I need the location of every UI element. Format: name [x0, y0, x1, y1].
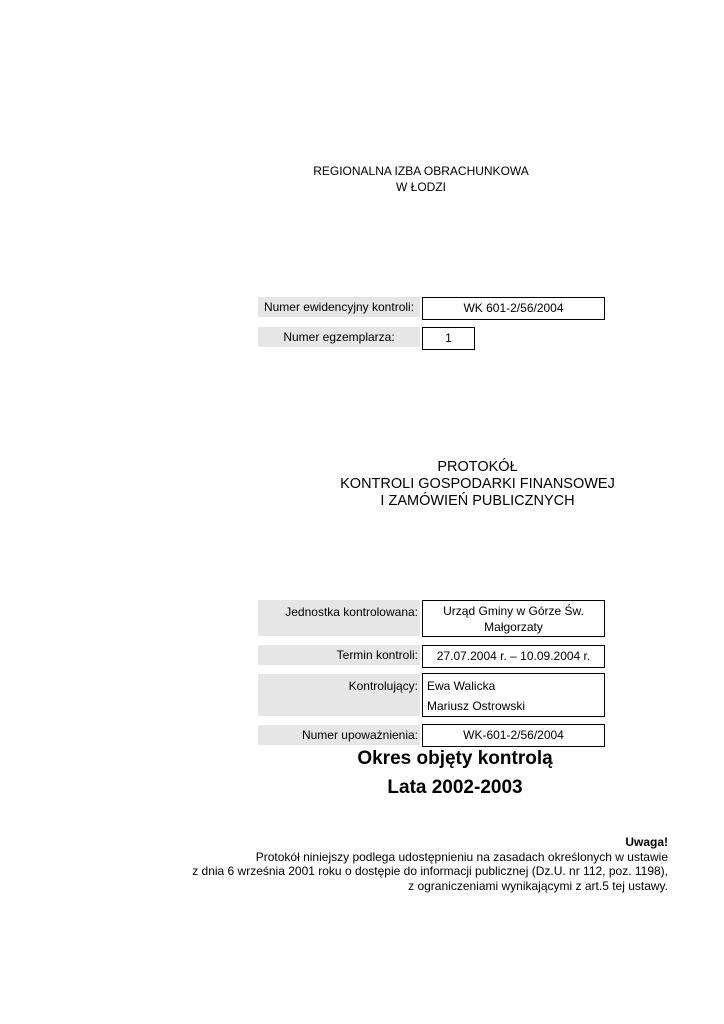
inspection-term-value: 27.07.2004 r. – 10.09.2004 r. — [422, 645, 605, 668]
inspected-unit-value — [422, 600, 605, 637]
inspected-unit-line-1: Urząd Gminy w Górze Św. — [443, 604, 584, 618]
protocol-title-line-1: PROTOKÓŁ — [437, 459, 518, 475]
inspector-2: Mariusz Ostrowski — [427, 699, 526, 713]
authorization-number-label: Numer upoważnienia: — [258, 725, 420, 745]
inspected-unit-line-2: Małgorzaty — [484, 620, 543, 634]
inspector-1: Ewa Walicka — [427, 679, 496, 693]
inspectors-label-text: Kontrolujący: — [348, 679, 418, 693]
publication-notice — [148, 835, 668, 893]
copy-number-value: 1 — [422, 327, 475, 350]
inspectors-value — [422, 673, 605, 717]
control-number-label: Numer ewidencyjny kontroli: — [258, 297, 420, 317]
control-number-value: WK 601-2/56/2004 — [422, 297, 605, 320]
notice-line-3: z ograniczeniami wynikającymi z art.5 tej ustawy. — [408, 878, 668, 893]
institution-name: REGIONALNA IZBA OBRACHUNKOWA — [313, 164, 529, 178]
period-heading: Okres objęty kontrolą — [357, 748, 553, 769]
inspected-unit-label-text: Jednostka kontrolowana: — [285, 605, 418, 619]
inspectors-label — [258, 674, 420, 716]
notice-heading: Uwaga! — [625, 835, 668, 849]
authorization-number-value: WK-601-2/56/2004 — [422, 724, 605, 747]
protocol-title-line-3: I ZAMÓWIEŃ PUBLICZNYCH — [380, 493, 575, 509]
period-years: Lata 2002-2003 — [387, 777, 523, 798]
notice-line-1: Protokół niniejszy podlega udostępnieniu na zasadach określonych w ustawie — [255, 849, 668, 864]
notice-line-2: z dnia 6 września 2001 roku o dostępie do informacji publicznej (Dz.U. nr 112, poz. 1198), — [192, 864, 668, 878]
protocol-title — [320, 459, 635, 510]
institution-header — [240, 163, 602, 195]
protocol-title-line-2: KONTROLI GOSPODARKI FINANSOWEJ — [340, 476, 615, 492]
copy-number-label: Numer egzemplarza: — [258, 327, 420, 347]
inspected-unit-label — [258, 600, 420, 636]
institution-city: W ŁODZI — [396, 180, 446, 194]
inspection-term-label: Termin kontroli: — [258, 645, 420, 665]
